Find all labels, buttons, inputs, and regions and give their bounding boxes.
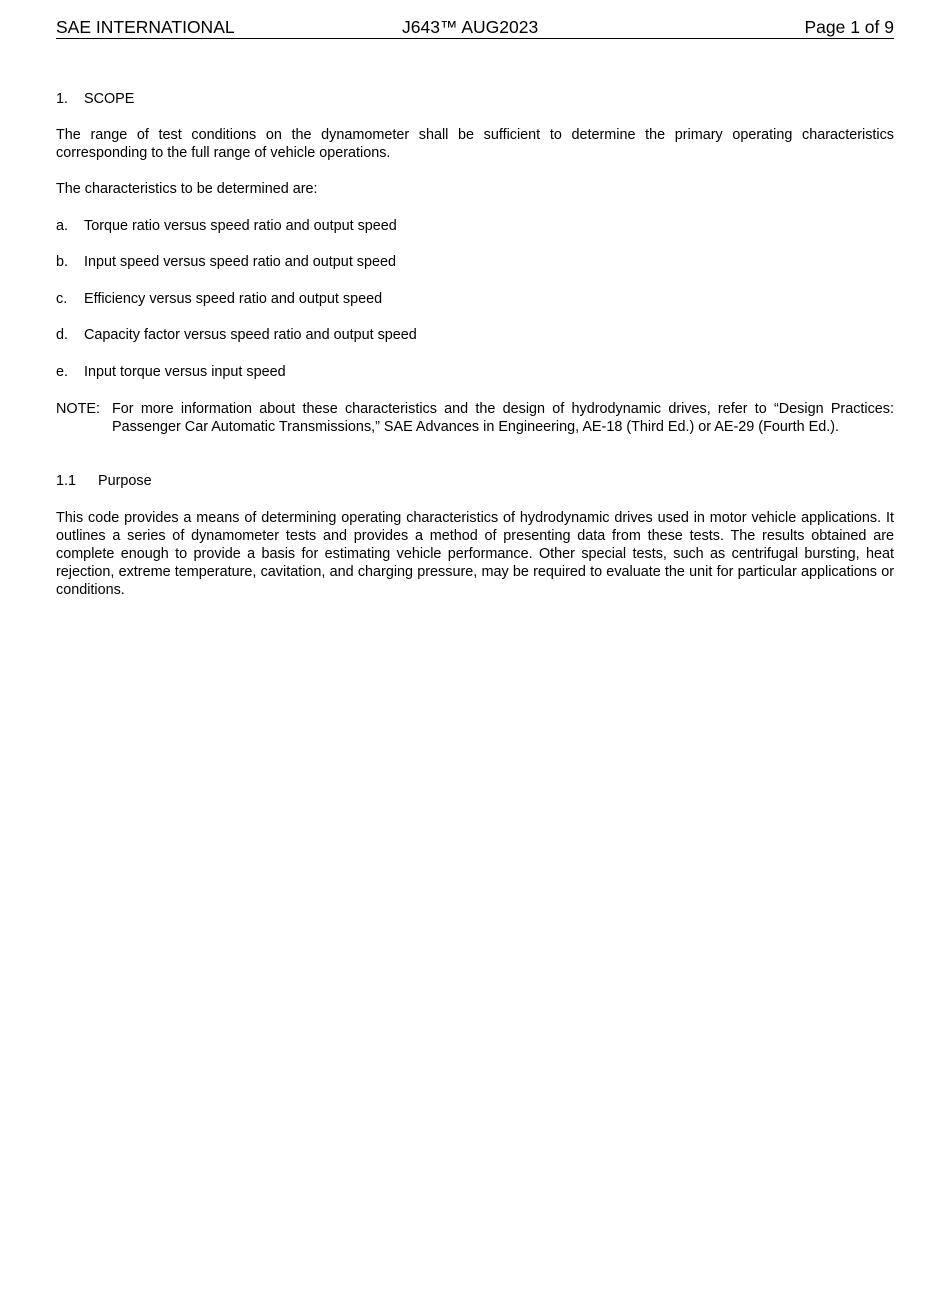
list-marker: b. [56, 254, 69, 270]
header-organization: SAE INTERNATIONAL [56, 17, 235, 37]
document-page [56, 17, 894, 598]
list-item [56, 363, 894, 381]
subsection-number: 1.1 [56, 473, 77, 489]
list-item [56, 217, 894, 235]
list-text: Input torque versus input speed [84, 364, 286, 380]
list-marker: a. [56, 218, 69, 234]
intro-paragraph: The range of test conditions on the dynamometer shall be sufficient to determine the primary operating characteristics corresponding to the full range of vehicle operations. [56, 127, 894, 161]
list-item [56, 326, 894, 344]
list-item [56, 253, 894, 271]
list-item [56, 290, 894, 308]
purpose-paragraph: This code provides a means of determining operating characteristics of hydrodynamic drives used in motor vehicle applications. It outlines a series of dynamometer tests and provides a method of presenting data from these tests. The results obtained are complete enough to provide a basis for estimating vehicle performance. Other special tests, such as centrifugal bursting, heat rejection, extreme temperature, cavitation, and charging pressure, may be required to evaluate the unit for particular applications or conditions. [56, 510, 894, 598]
note-label: NOTE: [56, 401, 100, 417]
note-block [56, 400, 894, 436]
characteristics-intro: The characteristics to be determined are: [56, 181, 318, 197]
subsection-heading-purpose [56, 472, 152, 490]
subsection-title: Purpose [98, 473, 152, 489]
list-text: Input speed versus speed ratio and output speed [84, 254, 397, 270]
list-marker: d. [56, 327, 69, 343]
section-number: 1. [56, 91, 69, 107]
note-text: For more information about these characteristics and the design of hydrodynamic drives, refer to “Design Practices: Passenger Car Automatic Transmissions,” SAE Advances in Engineering, AE-18 (Third Ed.) or AE-29 (Fourth Ed.). [112, 401, 894, 435]
list-text: Capacity factor versus speed ratio and output speed [84, 327, 417, 343]
page-header [56, 17, 894, 39]
list-text: Torque ratio versus speed ratio and output speed [84, 218, 397, 234]
header-document-id: J643™ AUG2023 [402, 17, 539, 37]
list-marker: c. [56, 291, 68, 307]
list-text: Efficiency versus speed ratio and output speed [84, 291, 383, 307]
section-heading-scope [56, 90, 134, 108]
list-marker: e. [56, 364, 69, 380]
header-page-number: Page 1 of 9 [804, 17, 894, 37]
section-title: SCOPE [84, 91, 135, 107]
